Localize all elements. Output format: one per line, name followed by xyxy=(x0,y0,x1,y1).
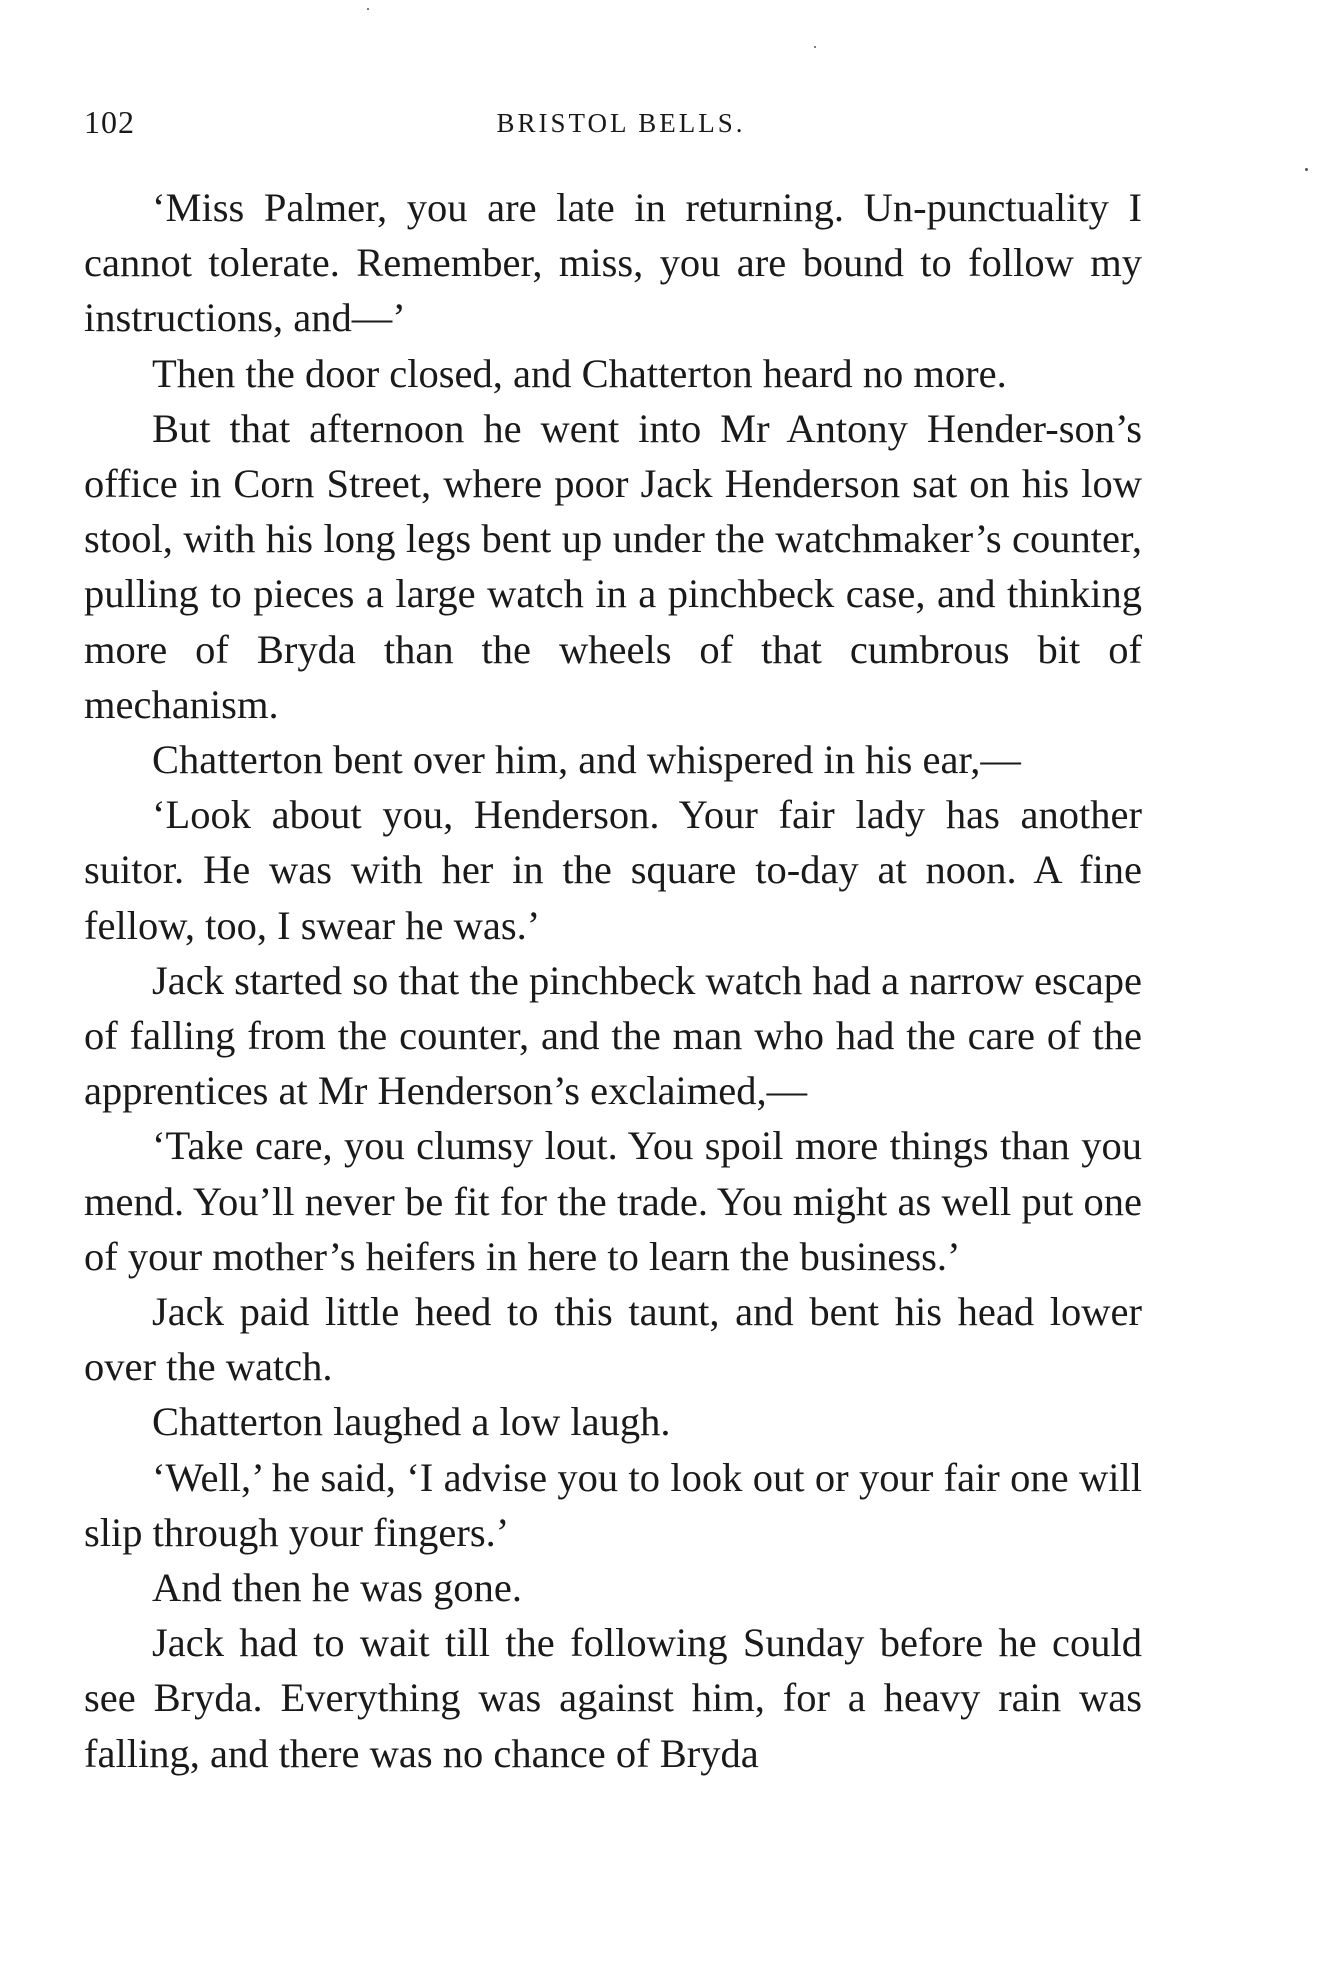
paragraph: Then the door closed, and Chatterton heard no more. xyxy=(152,350,1007,396)
running-head xyxy=(84,104,1158,144)
running-title: BRISTOL BELLS. xyxy=(496,108,746,138)
paragraph: Jack paid little heed to this taunt, and bent his head lower over the watch. xyxy=(84,1289,1142,1390)
paragraph: Chatterton laughed a low laugh. xyxy=(152,1399,671,1445)
page-number: 102 xyxy=(84,104,135,140)
paragraph: ‘Take care, you clumsy lout. You spoil more things than you mend. You’ll never be fit for the trade. You might as well put one of your mother’s heifers in here to learn the business.’ xyxy=(84,1123,1142,1279)
paragraph: But that afternoon he went into Mr Antony Hender-son’s office in Corn Street, where poor Jack Henderson sat on his low stool, with his long legs bent up under the watchmaker’s counter, pulling to pieces a large watch in a pinchbeck case, and thinking more of Bryda than the wheels of that cumbrous bit of mechanism. xyxy=(84,405,1142,727)
paragraph: Chatterton bent over him, and whispered in his ear,— xyxy=(152,737,1021,783)
scan-speck xyxy=(367,8,369,10)
body-text xyxy=(84,180,1142,1781)
paragraph: ‘Miss Palmer, you are late in returning. Un-punctuality I cannot tolerate. Remember, miss, you are bound to follow my instructions, and—’ xyxy=(84,185,1142,341)
paragraph: And then he was gone. xyxy=(152,1565,523,1611)
paragraph: ‘Look about you, Henderson. Your fair lady has another suitor. He was with her in the square to-day at noon. A fine fellow, too, I swear he was.’ xyxy=(84,792,1142,948)
paragraph: Jack started so that the pinchbeck watch had a narrow escape of falling from the counter, and the man who had the care of the apprentices at Mr Henderson’s exclaimed,— xyxy=(84,957,1142,1114)
scan-speck xyxy=(814,46,816,48)
paragraph: ‘Well,’ he said, ‘I advise you to look out or your fair one will slip through your fingers.’ xyxy=(84,1454,1142,1555)
scan-speck xyxy=(1305,168,1308,171)
paragraph: Jack had to wait till the following Sunday before he could see Bryda. Everything was against him, for a heavy rain was falling, and there was no chance of Bryda xyxy=(84,1620,1142,1776)
